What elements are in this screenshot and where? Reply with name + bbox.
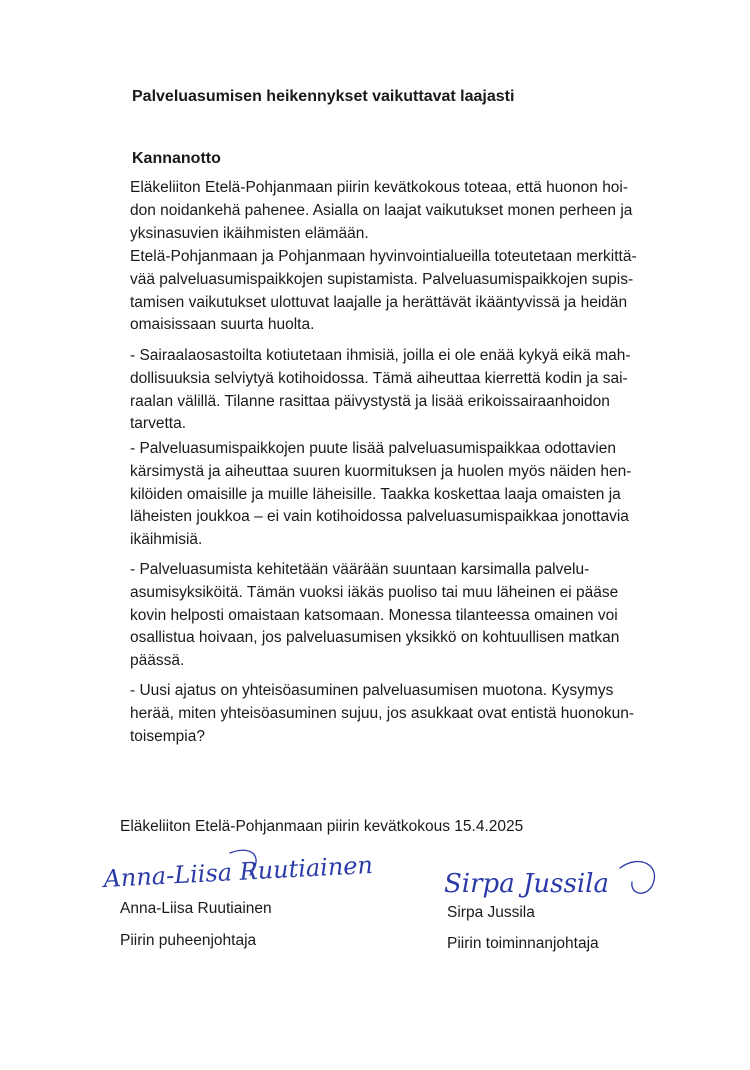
paragraph-line: kilöiden omaisille ja muille läheisille. Taakka koskettaa laaja omaisten ja [130, 485, 621, 503]
document-title: Palveluasumisen heikennykset vaikuttavat laajasti [132, 88, 515, 105]
paragraph-line: raalan välillä. Tilanne rasittaa päivystystä ja lisää erikoissairaanhoidon [130, 392, 610, 410]
paragraph-line: kovin helposti omaistaan katsomaan. Monessa tilanteessa omainen voi [130, 606, 618, 624]
paragraph-3 [130, 345, 730, 436]
paragraph-line: Eläkeliiton Etelä-Pohjanmaan piirin kevätkokous toteaa, että huonon hoi- [130, 179, 629, 196]
paragraph-line: vää palveluasumispaikkojen supistamista. Palveluasumispaikkojen supis- [130, 270, 634, 288]
paragraph-6 [130, 680, 730, 748]
signature-text-2: Sirpa Jussila [444, 869, 609, 899]
paragraph-line: yksinasuvien ikäihmisten elämään. [130, 224, 369, 242]
paragraph-1 [130, 177, 730, 245]
paragraph-line: läheisten joukkoa – ei vain kotihoidossa palveluasumispaikkaa jonottavia [130, 508, 629, 526]
signatory-role-2: Piirin toiminnanjohtaja [447, 935, 599, 952]
paragraph-line: omaisissaan suurta huolta. [130, 316, 315, 334]
paragraph-line: Etelä-Pohjanmaan ja Pohjanmaan hyvinvointialueilla toteutetaan merkittä- [130, 248, 637, 265]
paragraph-line: dollisuuksia selviytyä kotihoidossa. Tämä aiheuttaa kierrettä kodin ja sai- [130, 369, 628, 387]
meeting-date-line: Eläkeliiton Etelä-Pohjanmaan piirin kevätkokous 15.4.2025 [120, 818, 524, 835]
paragraph-5 [130, 559, 730, 673]
paragraph-line: - Uusi ajatus on yhteisöasuminen palveluasumisen muotona. Kysymys [130, 682, 614, 699]
paragraph-line: toisempia? [130, 727, 205, 745]
paragraph-line: ikäihmisiä. [130, 531, 203, 549]
paragraph-line: tamisen vaikutukset ulottuvat laajalle ja herättävät ikääntyvissä ja heidän [130, 293, 628, 311]
signatory-name-1: Anna-Liisa Ruutiainen [120, 900, 272, 917]
paragraph-line: päässä. [130, 652, 185, 670]
paragraph-line: kärsimystä ja aiheuttaa suuren kuormituksen ja huolen myös näiden hen- [130, 462, 632, 480]
document-subtitle: Kannanotto [132, 150, 221, 167]
signature-flourish [620, 861, 654, 893]
signature-handwriting-1 [100, 845, 374, 905]
signature-handwriting-2 [440, 848, 670, 910]
paragraph-line: tarvetta. [130, 415, 186, 433]
paragraph-4 [130, 438, 730, 552]
paragraph-line: osallistua hoivaan, jos palveluasumisen yksikkö on kohtuullisen matkan [130, 629, 620, 647]
paragraph-line: don noidankehä pahenee. Asialla on laajat vaikutukset monen perheen ja [130, 201, 633, 219]
signature-text-1: Anna-Liisa Ruutiainen [102, 850, 374, 893]
paragraph-line: asumisyksiköitä. Tämän vuoksi iäkäs puoliso tai muu läheinen ei pääse [130, 583, 619, 601]
paragraph-line: - Palveluasumispaikkojen puute lisää palveluasumispaikkaa odottavien [130, 440, 616, 457]
signatory-name-2: Sirpa Jussila [447, 904, 535, 921]
paragraph-line: herää, miten yhteisöasuminen sujuu, jos asukkaat ovat entistä huonokun- [130, 704, 635, 722]
signatory-role-1: Piirin puheenjohtaja [120, 932, 257, 949]
paragraph-line: - Palveluasumista kehitetään väärään suuntaan karsimalla palvelu- [130, 561, 590, 578]
paragraph-line: - Sairaalaosastoilta kotiutetaan ihmisiä, joilla ei ole enää kykyä eikä mah- [130, 347, 631, 364]
paragraph-2 [130, 246, 730, 337]
